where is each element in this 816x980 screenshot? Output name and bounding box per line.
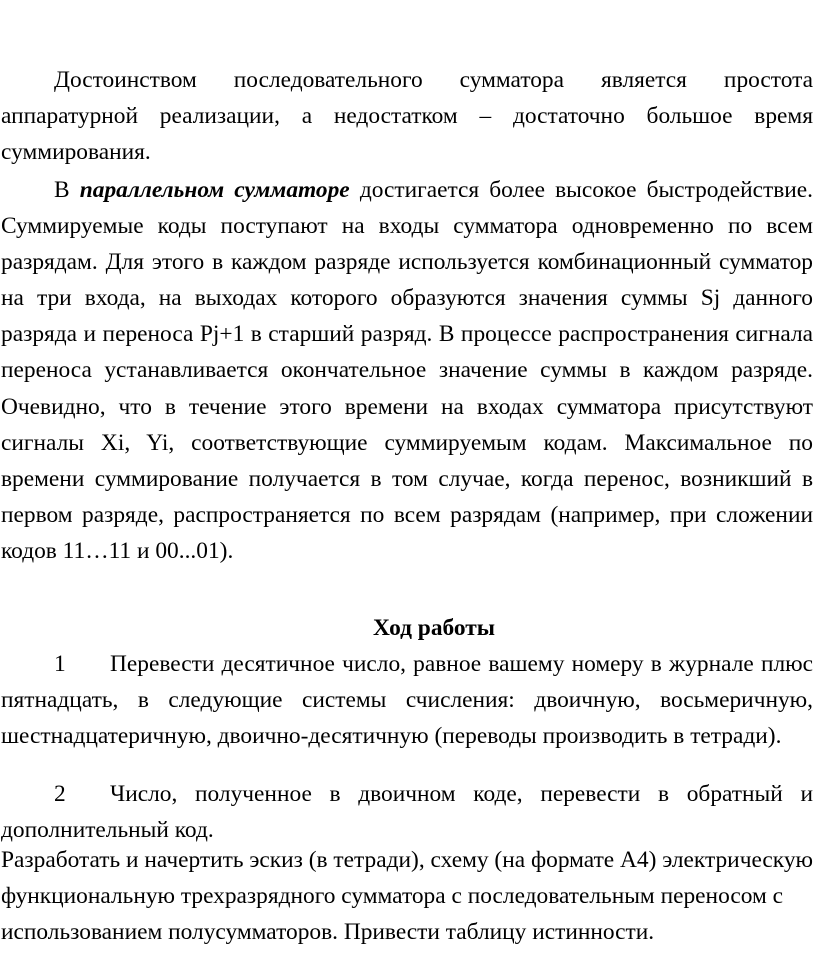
list-item-text: Перевести десятичное число, равное вашему номеру в журнале плюс пятнадцать, в следующие системы счисления: двоичную, восьмеричную, шестнадцатеричную, двоично-десятичную (переводы производить в тетради). bbox=[1, 651, 813, 750]
paragraph-text: достигается более высокое быстродействие. Суммируемые коды поступают на входы сумматора одновременно по всем разрядам. Для этого в каждом разряде используется комбинационный сумматор на три входа, на выходах которого образуются значения суммы Sj данного разряда и переноса Pj+1 в старший разряд. В процессе распространения сигнала переноса устанавливается окончательное значение суммы в каждом разряде. Очевидно, что в течение этого времени на входах сумматора присутствуют сигналы Xi, Yi, соответствующие суммируемым кодам. Максимальное по времени суммирование получается в том случае, когда перенос, возникший в первом разряде, распространяется по всем разрядам (например, при сложении кодов 11…11 и 00...01). bbox=[1, 177, 813, 564]
list-item-number: 2 bbox=[54, 781, 66, 807]
list-item-1 bbox=[1, 646, 813, 754]
list-item-2 bbox=[1, 776, 813, 848]
paragraph-lead: В bbox=[54, 177, 70, 203]
paragraph-parallel-adder bbox=[1, 172, 813, 569]
section-heading: Ход работы bbox=[372, 615, 496, 641]
list-item-text: Число, полученное в двоичном коде, перевести в обратный и дополнительный код. bbox=[1, 781, 813, 844]
paragraph-text: Достоинством последовательного сумматора является простота аппаратурной реализации, а недостатком – достаточно большое время суммирования. bbox=[1, 67, 813, 166]
list-item-number: 1 bbox=[54, 651, 66, 677]
term-parallel-adder: параллельном сумматоре bbox=[79, 177, 350, 203]
paragraph-task: Разработать и начертить эскиз (в тетради), схему (на формате А4) электрическую функциональную трехразрядного сумматора с последовательным переносом с использованием полусумматоров. Привести таблицу истинности. bbox=[1, 847, 814, 946]
paragraph-sequential-adder bbox=[1, 62, 813, 170]
